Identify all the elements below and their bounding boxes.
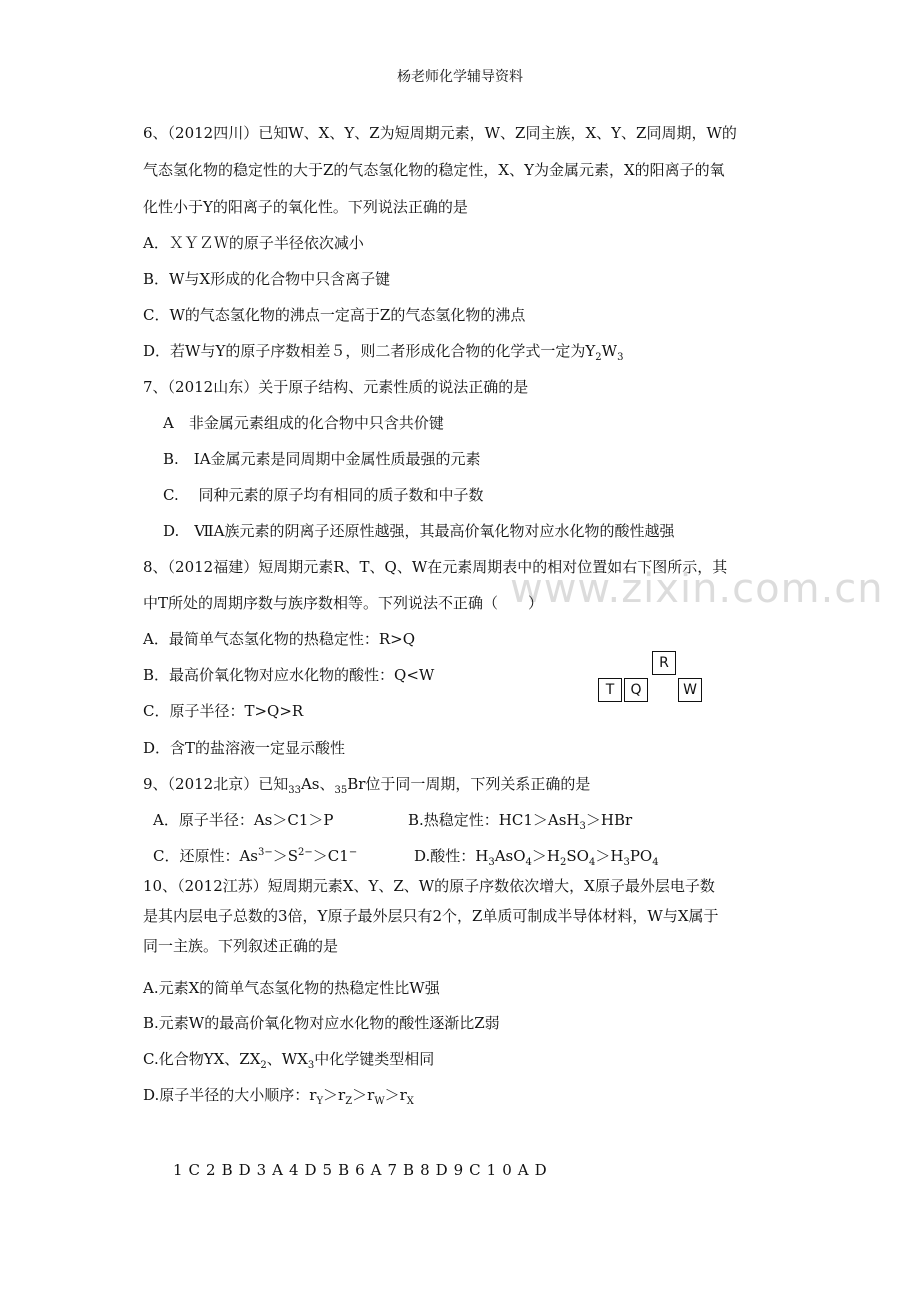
q6-option-d: D．若W与Y的原子序数相差５，则二者形成化合物的化学式一定为$Y_2W_3$ — [143, 342, 624, 363]
q9-option-d: D.酸性：$H_3AsO_4>H_2SO_4>H_3PO_4$ — [414, 847, 659, 868]
q8-option-b: B．最高价氧化物对应水化物的酸性：Q<W — [143, 666, 435, 684]
q7-option-c: C. 同种元素的原子均有相同的质子数和中子数 — [163, 486, 484, 504]
q8-option-d: D．含T的盐溶液一定显示酸性 — [143, 739, 346, 757]
q10-option-a: A.元素X的简单气态氢化物的热稳定性比W强 — [143, 979, 440, 997]
q7-option-d: D. ⅦA族元素的阴离子还原性越强，其最高价氧化物对应水化物的酸性越强 — [163, 522, 675, 540]
q6-option-a: A．ＸＹＺＷ的原子半径依次减小 — [143, 234, 364, 252]
q10-line2: 是其内层电子总数的3倍，Y原子最外层只有2个，Z单质可制成半导体材料，W与X属于 — [143, 907, 719, 925]
q7-option-b: B. ⅠA金属元素是同周期中金属性质最强的元素 — [163, 450, 481, 468]
q8-line2: 中T所处的周期序数与族序数相等。下列说法不正确（ ） — [143, 594, 544, 612]
q8-line1: 8、（2012福建）短周期元素R、T、Q、W在元素周期表中的相对位置如右下图所示，其 — [143, 558, 728, 576]
q9-option-a: A．原子半径：As＞C1＞P — [153, 811, 334, 829]
cell-q: Q — [624, 678, 648, 702]
answer-key: 1C2BD3A4D5B6A7B8D9C10AD — [173, 1161, 553, 1179]
q9-line1: 9、（2012北京）已知$_{33}$As、$_{35}$Br位于同一周期，下列关系正确的是 — [143, 775, 591, 796]
q10-option-d: D.原子半径的大小顺序：$r_Y>r_Z>r_W>r_X$ — [143, 1086, 414, 1107]
q6-line1: 6、（2012四川）已知W、X、Y、Z为短周期元素，W、Z同主族，X、Y、Z同周期，W的 — [143, 124, 737, 142]
watermark: www.zixin.com.cn — [510, 566, 884, 612]
q9-option-c: C．还原性：$As^{3-}>S^{2-}>C1^-$ — [153, 847, 358, 865]
q10-option-b: B.元素W的最高价氧化物对应水化物的酸性逐渐比Z弱 — [143, 1014, 500, 1032]
q9-option-b: B.热稳定性：HC1＞AsH$_3$＞HBr — [408, 811, 633, 832]
cell-t: T — [598, 678, 622, 702]
q6-line2: 气态氢化物的稳定性的大于Z的气态氢化物的稳定性，X、Y为金属元素，X的阳离子的氧 — [143, 161, 725, 179]
q10-line3: 同一主族。下列叙述正确的是 — [143, 937, 339, 955]
q10-line1: 10、（2012江苏）短周期元素X、Y、Z、W的原子序数依次增大，X原子最外层电子数 — [143, 877, 715, 895]
cell-w: W — [678, 678, 702, 702]
q10-option-c: C.化合物YX、$ZX_2$、$WX_3$中化学键类型相同 — [143, 1050, 435, 1071]
periodic-table-fragment — [598, 651, 708, 705]
q6-option-b: B．W与X形成的化合物中只含离子键 — [143, 270, 391, 288]
q8-option-c: C．原子半径：T>Q>R — [143, 702, 304, 720]
page-header: 杨老师化学辅导资料 — [397, 69, 523, 85]
q7-line1: 7、（2012山东）关于原子结构、元素性质的说法正确的是 — [143, 378, 529, 396]
q7-option-a: A 非金属元素组成的化合物中只含共价键 — [163, 414, 444, 432]
q6-line3: 化性小于Y的阳离子的氧化性。下列说法正确的是 — [143, 198, 468, 216]
q8-option-a: A．最简单气态氢化物的热稳定性：R>Q — [143, 630, 415, 648]
q6-option-c: C．W的气态氢化物的沸点一定高于Z的气态氢化物的沸点 — [143, 306, 526, 324]
cell-r: R — [652, 651, 676, 675]
